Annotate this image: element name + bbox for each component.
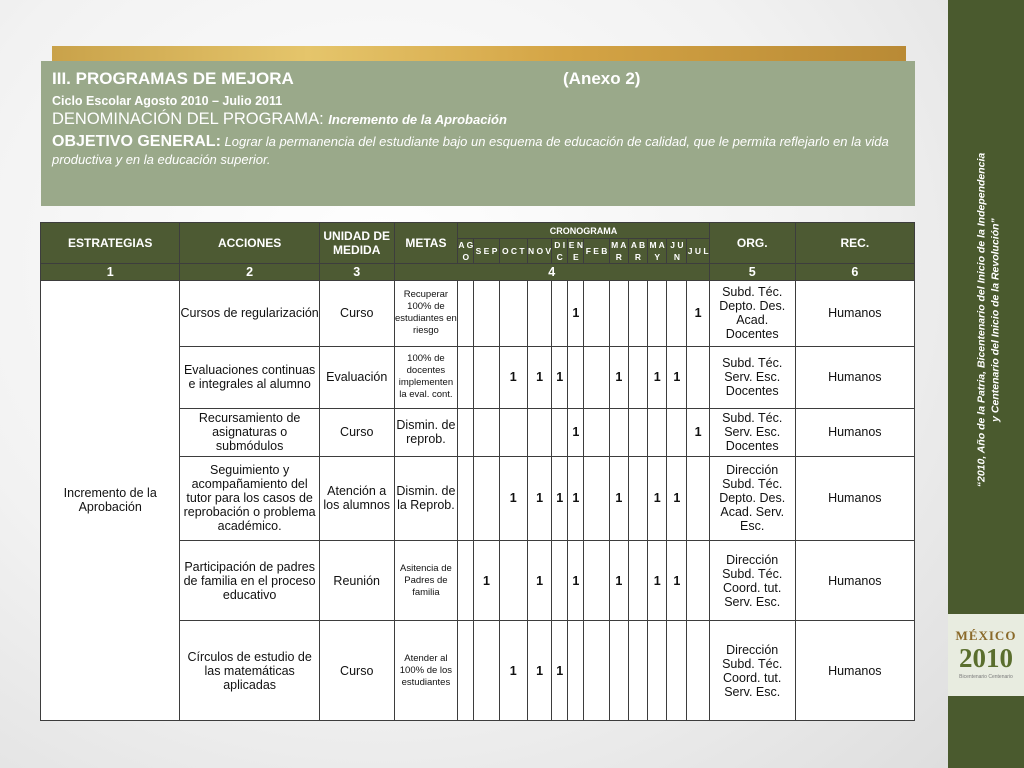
schedule-cell bbox=[628, 621, 647, 721]
action-cell: Recursamiento de asignaturas o submódulos bbox=[180, 408, 319, 456]
month-header: A B R bbox=[628, 239, 647, 264]
column-number-5: 5 bbox=[709, 264, 795, 281]
logo-top-text: MÉXICO bbox=[955, 628, 1017, 643]
schedule-cell bbox=[584, 621, 609, 721]
schedule-cell bbox=[527, 280, 551, 346]
schedule-cell bbox=[609, 280, 628, 346]
schedule-cell bbox=[687, 456, 709, 540]
month-header: E N E bbox=[568, 240, 583, 262]
schedule-cell bbox=[458, 621, 474, 721]
mexico-2010-logo bbox=[948, 614, 1024, 696]
month-header: N O V bbox=[527, 239, 551, 264]
schedule-cell bbox=[584, 456, 609, 540]
schedule-cell bbox=[584, 540, 609, 621]
schedule-cell: 1 bbox=[687, 280, 709, 346]
goal-cell: Atender al 100% de los estudiantes bbox=[394, 621, 458, 721]
schedule-cell: 1 bbox=[648, 346, 667, 408]
objective-value: Lograr la permanencia del estudiante bajo un esquema de educación de calidad, que le permita reflejarlo en la vida productiva y en la educación superior. bbox=[52, 134, 889, 167]
month-header: J U L bbox=[687, 239, 709, 264]
unit-cell: Evaluación bbox=[319, 346, 394, 408]
column-number-4: 4 bbox=[394, 264, 709, 281]
schedule-cell bbox=[687, 540, 709, 621]
schedule-cell: 1 bbox=[552, 621, 568, 721]
goal-cell: Recuperar 100% de estudiantes en riesgo bbox=[394, 280, 458, 346]
org-cell: Subd. Téc. Serv. Esc. Docentes bbox=[709, 408, 795, 456]
action-cell: Participación de padres de familia en el proceso educativo bbox=[180, 540, 319, 621]
month-header: F E B bbox=[584, 239, 609, 264]
schedule-cell bbox=[552, 540, 568, 621]
goal-cell: 100% de docentes implementen la eval. cont. bbox=[394, 346, 458, 408]
logo-small-text: Bicentenario Centenario bbox=[959, 674, 1013, 680]
schedule-cell: 1 bbox=[527, 621, 551, 721]
action-cell: Seguimiento y acompañamiento del tutor para los casos de reprobación o problema académico. bbox=[180, 456, 319, 540]
schedule-cell: 1 bbox=[568, 408, 584, 456]
schedule-cell bbox=[474, 408, 499, 456]
schedule-cell bbox=[568, 346, 584, 408]
month-header: S E P bbox=[474, 239, 499, 264]
unit-cell: Reunión bbox=[319, 540, 394, 621]
unit-cell: Curso bbox=[319, 280, 394, 346]
schedule-cell bbox=[609, 408, 628, 456]
denomination-label: DENOMINACIÓN DEL PROGRAMA: bbox=[52, 110, 324, 128]
schedule-cell bbox=[499, 540, 527, 621]
table-row bbox=[41, 280, 915, 346]
schedule-cell bbox=[628, 346, 647, 408]
schedule-cell bbox=[458, 540, 474, 621]
month-header: M A R bbox=[611, 240, 627, 262]
schedule-cell bbox=[687, 621, 709, 721]
header-estrategias: ESTRATEGIAS bbox=[41, 223, 180, 264]
strategy-cell: Incremento de la Aprobación bbox=[41, 280, 180, 720]
schedule-cell bbox=[499, 408, 527, 456]
objective-label: OBJETIVO GENERAL: bbox=[52, 133, 221, 150]
schedule-cell bbox=[527, 408, 551, 456]
column-number-6: 6 bbox=[795, 264, 914, 281]
schedule-cell bbox=[648, 408, 667, 456]
unit-cell: Curso bbox=[319, 621, 394, 721]
schedule-cell bbox=[474, 456, 499, 540]
schedule-cell: 1 bbox=[499, 621, 527, 721]
improvement-program-table bbox=[40, 222, 915, 721]
resource-cell: Humanos bbox=[795, 408, 914, 456]
schedule-cell: 1 bbox=[687, 408, 709, 456]
header-unidad: UNIDAD DE MEDIDA bbox=[319, 223, 394, 264]
goal-cell: Asitencia de Padres de familia bbox=[394, 540, 458, 621]
schedule-cell bbox=[499, 280, 527, 346]
schedule-cell: 1 bbox=[667, 346, 687, 408]
schedule-cell bbox=[667, 621, 687, 721]
schedule-cell bbox=[648, 280, 667, 346]
schedule-cell bbox=[584, 280, 609, 346]
schedule-cell bbox=[584, 408, 609, 456]
decorative-banner-strip bbox=[52, 46, 906, 62]
month-header: J U N bbox=[667, 239, 687, 264]
action-cell: Evaluaciones continuas e integrales al alumno bbox=[180, 346, 319, 408]
schedule-cell bbox=[458, 346, 474, 408]
unit-cell: Curso bbox=[319, 408, 394, 456]
schedule-cell bbox=[552, 280, 568, 346]
slogan-line-2: y Centenario del Inicio de la Revolución” bbox=[989, 218, 1002, 422]
month-header: A G O bbox=[458, 240, 474, 262]
schedule-cell bbox=[628, 408, 647, 456]
schedule-cell: 1 bbox=[609, 346, 628, 408]
schedule-cell bbox=[687, 346, 709, 408]
logo-year: 2010 bbox=[959, 643, 1013, 673]
schedule-cell bbox=[458, 408, 474, 456]
resource-cell: Humanos bbox=[795, 456, 914, 540]
schedule-cell bbox=[458, 280, 474, 346]
schedule-cell: 1 bbox=[499, 346, 527, 408]
schedule-cell: 1 bbox=[568, 280, 584, 346]
schedule-cell: 1 bbox=[527, 456, 551, 540]
header-acciones: ACCIONES bbox=[180, 223, 319, 264]
schedule-cell: 1 bbox=[648, 456, 667, 540]
resource-cell: Humanos bbox=[795, 346, 914, 408]
org-cell: Dirección Subd. Téc. Depto. Des. Acad. Serv. Esc. bbox=[709, 456, 795, 540]
schedule-cell: 1 bbox=[648, 540, 667, 621]
org-cell: Subd. Téc. Serv. Esc. Docentes bbox=[709, 346, 795, 408]
schedule-cell bbox=[552, 408, 568, 456]
org-cell: Dirección Subd. Téc. Coord. tut. Serv. Esc. bbox=[709, 621, 795, 721]
schedule-cell: 1 bbox=[552, 456, 568, 540]
schedule-cell bbox=[584, 346, 609, 408]
column-number-2: 2 bbox=[180, 264, 319, 281]
annex-label: (Anexo 2) bbox=[563, 69, 641, 88]
schedule-cell bbox=[628, 280, 647, 346]
schedule-cell: 1 bbox=[667, 540, 687, 621]
schedule-cell: 1 bbox=[474, 540, 499, 621]
org-cell: Dirección Subd. Téc. Coord. tut. Serv. Esc. bbox=[709, 540, 795, 621]
schedule-cell bbox=[667, 408, 687, 456]
schedule-cell bbox=[628, 456, 647, 540]
header-cronograma: CRONOGRAMA bbox=[458, 223, 710, 239]
schedule-cell: 1 bbox=[552, 346, 568, 408]
schedule-cell bbox=[667, 280, 687, 346]
slogan-line-1: “2010, Año de la Patria, Bicentenario del Inicio de la Independencia bbox=[975, 152, 988, 488]
goal-cell: Dismin. de reprob. bbox=[394, 408, 458, 456]
schedule-cell: 1 bbox=[609, 456, 628, 540]
schedule-cell bbox=[609, 621, 628, 721]
header-metas: METAS bbox=[394, 223, 458, 264]
header-org: ORG. bbox=[709, 223, 795, 264]
schedule-cell: 1 bbox=[568, 540, 584, 621]
goal-cell: Dismin. de la Reprob. bbox=[394, 456, 458, 540]
general-objective bbox=[52, 133, 912, 169]
schedule-cell bbox=[474, 280, 499, 346]
schedule-cell: 1 bbox=[667, 456, 687, 540]
action-cell: Cursos de regularización bbox=[180, 280, 319, 346]
schedule-cell bbox=[474, 346, 499, 408]
resource-cell: Humanos bbox=[795, 280, 914, 346]
org-cell: Subd. Téc. Depto. Des. Acad. Docentes bbox=[709, 280, 795, 346]
unit-cell: Atención a los alumnos bbox=[319, 456, 394, 540]
month-header: O C T bbox=[499, 239, 527, 264]
column-number-1: 1 bbox=[41, 264, 180, 281]
schedule-cell: 1 bbox=[527, 346, 551, 408]
schedule-cell: 1 bbox=[609, 540, 628, 621]
schedule-cell: 1 bbox=[527, 540, 551, 621]
action-cell: Círculos de estudio de las matemáticas aplicadas bbox=[180, 621, 319, 721]
resource-cell: Humanos bbox=[795, 540, 914, 621]
month-header: M A Y bbox=[649, 240, 665, 262]
school-cycle: Ciclo Escolar Agosto 2010 – Julio 2011 bbox=[52, 94, 283, 108]
column-number-3: 3 bbox=[319, 264, 394, 281]
schedule-cell: 1 bbox=[499, 456, 527, 540]
program-denomination bbox=[52, 110, 507, 129]
schedule-cell bbox=[648, 621, 667, 721]
schedule-cell bbox=[474, 621, 499, 721]
denomination-value: Incremento de la Aprobación bbox=[328, 112, 507, 127]
schedule-cell bbox=[628, 540, 647, 621]
header-rec: REC. bbox=[795, 223, 914, 264]
schedule-cell: 1 bbox=[568, 456, 584, 540]
bicentenary-slogan bbox=[958, 150, 1018, 490]
program-header bbox=[41, 61, 915, 206]
schedule-cell bbox=[568, 621, 584, 721]
page-title: III. PROGRAMAS DE MEJORA bbox=[52, 69, 294, 88]
schedule-cell bbox=[458, 456, 474, 540]
resource-cell: Humanos bbox=[795, 621, 914, 721]
month-header: D I C bbox=[552, 239, 568, 264]
